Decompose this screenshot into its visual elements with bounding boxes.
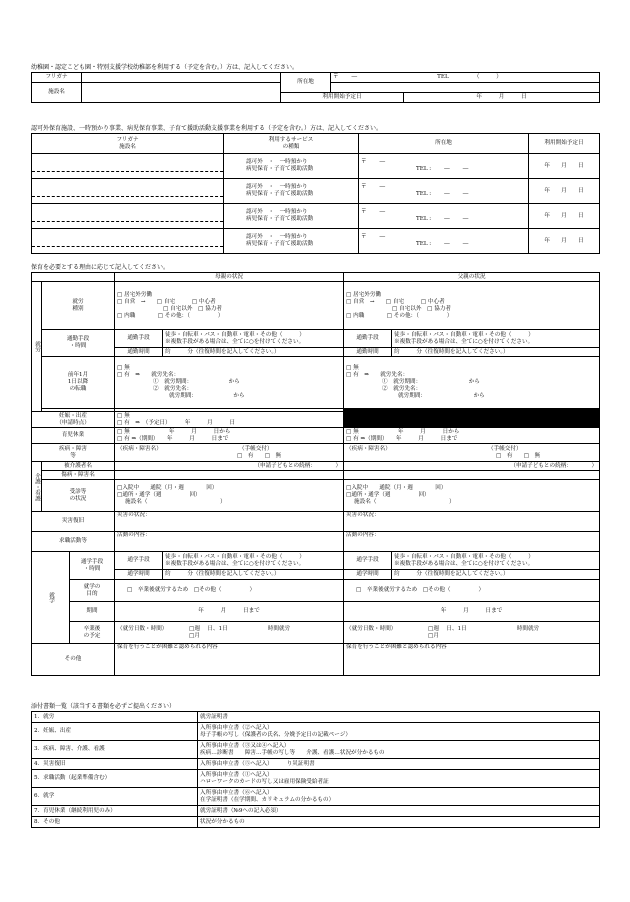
- father-job-search[interactable]: 活動の内容：: [344, 532, 600, 552]
- father-school-time-label: 通学時間: [344, 570, 392, 580]
- category-school: 就学: [32, 552, 70, 644]
- pregnancy-label: 妊娠・出産 （申請時点）: [32, 412, 115, 428]
- school-purpose-label: 就学の 目的: [70, 580, 115, 602]
- col-furigana-facility: フリガナ 施設名: [32, 134, 224, 154]
- father-commute-means-label: 通勤手段: [344, 330, 392, 348]
- attachment-documents: 就労証明書（№9への記入必須）: [198, 806, 600, 817]
- tel-label: TEL （ ）: [437, 74, 502, 80]
- father-school-means[interactable]: 徒歩・自転車・バス・自動車・電車・その他（ ） ※複数手段がある場合は、全てに○を付けてください。: [392, 552, 600, 570]
- father-commute-means[interactable]: 徒歩・自転車・バス・自動車・電車・その他（ ） ※複数手段がある場合は、全てに○を付けてください。: [392, 330, 600, 348]
- father-consultation[interactable]: □入院中 通院（月・週 回） □通所・通学（週 回） 施設名（ ）: [344, 480, 600, 512]
- table-row: [32, 229, 600, 254]
- col-service-type: 利用するサービス の種類: [224, 134, 359, 154]
- table-row: [32, 788, 600, 806]
- start-date-field[interactable]: 年 月 日: [529, 229, 600, 254]
- father-school-time[interactable]: 約 分（往復時間を記入してください。）: [392, 570, 600, 580]
- location-label: 所在地: [281, 73, 331, 93]
- table-row: [32, 770, 600, 788]
- father-after-graduation[interactable]: □週 （就労日数・時間） 日、1日 時間就労 □月: [344, 622, 600, 644]
- consultation-label: 受診等 の状況: [42, 480, 115, 512]
- address-field[interactable]: 〒 ― TEL : ― ―: [359, 179, 529, 204]
- postal-mark: 〒 ―: [333, 74, 358, 80]
- table-row: [32, 723, 600, 741]
- care-reason-table: [31, 272, 599, 676]
- start-date-field[interactable]: 年 月 日: [529, 179, 600, 204]
- mother-school-means[interactable]: 徒歩・自転車・バス・自動車・電車・その他（ ） ※複数手段がある場合は、全てに○を付けてください。: [163, 552, 344, 570]
- attachment-category: 3．疾病、障害、介護、看護: [32, 741, 198, 759]
- father-school-purpose[interactable]: □ 卒業後就労するため □その他（ ）: [344, 580, 600, 602]
- mother-cared-person[interactable]: （申請子どもとの続柄： ）: [115, 462, 344, 471]
- father-diagnosis[interactable]: [344, 471, 600, 480]
- mother-work-type[interactable]: □ 居宅外労働 □ 自営 → □ 自宅 □ 中心者 □ 自宅以外 □ 協力者 □ 内職 □ その他：（ ）: [115, 282, 344, 330]
- mother-disaster[interactable]: 災害の状況：: [115, 512, 344, 532]
- attachment-documents: 状況が分かるもの: [198, 817, 600, 828]
- father-cared-person[interactable]: （申請子どもとの続柄： ）: [344, 462, 600, 471]
- mother-commute-time[interactable]: 約 分（往復時間を記入してください。）: [163, 348, 344, 357]
- attachment-documents: 入所事由申立書（②へ記入） 母子手帳の写し（保護者の氏名、分娩予定日の記載ページ）: [198, 723, 600, 741]
- job-search-label: 求職活動等: [32, 532, 115, 552]
- attachment-category: 2．妊娠、出産: [32, 723, 198, 741]
- address-field[interactable]: 〒 ― TEL : ― ―: [359, 154, 529, 179]
- section2-heading: 認可外保育施設、一時預かり事業、病児保育事業、子育て援助活動支援事業を利用する（予定を含む。）方は、記入してください。: [31, 125, 383, 132]
- job-change-label: 前年1月 1日以降 の転職: [42, 357, 115, 409]
- attachment-category: 4．災害復旧: [32, 759, 198, 770]
- table-row: [32, 179, 600, 204]
- table-row: [32, 741, 600, 759]
- kindergarten-name-field[interactable]: [82, 83, 281, 103]
- table-row: [32, 154, 600, 179]
- mother-other-reason[interactable]: 保育を行うことが困難と認められる内容: [115, 644, 344, 676]
- father-commute-time[interactable]: 約 分（往復時間を記入してください。）: [392, 348, 600, 357]
- facility-label: 施設名: [32, 83, 82, 103]
- other-reason-label: その他: [32, 644, 115, 676]
- commute-label: 通勤手段 ・時間: [42, 330, 115, 357]
- attachment-category: 1．就労: [32, 712, 198, 723]
- father-childcare-leave[interactable]: □ 無 年 月 日から □ 有 ⇒（期間） 年 月 日まで: [344, 428, 600, 444]
- kindergarten-furigana-field[interactable]: [82, 73, 281, 83]
- facility-name-field[interactable]: [32, 179, 224, 204]
- table-row: [32, 204, 600, 229]
- attachment-documents: 入所事由申立書（⑤へ記入） り災証明書: [198, 759, 600, 770]
- cared-person-label: 被介護者名: [42, 462, 115, 471]
- mother-after-graduation[interactable]: □週 （就労日数・時間） 日、1日 時間就労 □月: [115, 622, 344, 644]
- start-date-field[interactable]: 年 月 日: [529, 204, 600, 229]
- unlicensed-care-table: [31, 133, 599, 254]
- attachment-documents: 入所事由申立書（⑥へ記入） 在学証明書（在学期間、カリキュラムの分かるもの）: [198, 788, 600, 806]
- col-location: 所在地: [359, 134, 529, 154]
- father-disaster[interactable]: 災害の状況：: [344, 512, 600, 532]
- facility-name-field[interactable]: [32, 154, 224, 179]
- table-row: [32, 817, 600, 828]
- address-field[interactable]: 〒 ― TEL : ― ―: [359, 229, 529, 254]
- attachments-table: [31, 711, 599, 828]
- after-graduation-label: 卒業後 の予定: [70, 622, 115, 644]
- start-date-field[interactable]: 年 月 日: [529, 154, 600, 179]
- start-date-label: 利用開始予定日: [281, 93, 404, 103]
- service-type-option[interactable]: 認可外 ・ 一時預かり 病児保育・子育て援助活動: [224, 154, 359, 179]
- section3-heading: 保育を必要とする理由に応じて記入してください。: [31, 264, 170, 271]
- address-field[interactable]: 〒 ― TEL : ― ―: [359, 204, 529, 229]
- section1-heading: 幼稚園・認定こども園・特別支援学校幼稚部を利用する（予定を含む。）方は、記入してください。: [31, 64, 299, 71]
- mother-illness[interactable]: （疾病・障害名） （手帳交付） □ 有 □ 無: [115, 444, 344, 462]
- mother-school-means-label: 通学手段: [115, 552, 163, 570]
- service-type-option[interactable]: 認可外 ・ 一時預かり 病児保育・子育て援助活動: [224, 229, 359, 254]
- table-row: [32, 759, 600, 770]
- disaster-label: 災害復旧: [32, 512, 115, 532]
- diagnosis-label: 傷病・障害名: [42, 471, 115, 480]
- childcare-leave-label: 育児休業: [32, 428, 115, 444]
- attachment-category: 5．求職活動（起業準備含む）: [32, 770, 198, 788]
- table-row: [32, 712, 600, 723]
- mother-commute-means-label: 通勤手段: [115, 330, 163, 348]
- mother-commute-time-label: 通勤時間: [115, 348, 163, 357]
- father-commute-time-label: 通勤時間: [344, 348, 392, 357]
- furigana-label: フリガナ: [32, 73, 82, 83]
- mother-school-period[interactable]: 年 月 日まで: [115, 602, 344, 622]
- attachment-documents: 入所事由申立書（①へ記入） ハローワークのカードの写し又は雇用保険受給者証: [198, 770, 600, 788]
- table-row: [32, 806, 600, 817]
- service-type-option[interactable]: 認可外 ・ 一時預かり 病児保育・子育て援助活動: [224, 204, 359, 229]
- kindergarten-table: [31, 72, 599, 103]
- facility-name-field[interactable]: [32, 204, 224, 229]
- kindergarten-address-field[interactable]: [331, 73, 600, 83]
- father-job-change[interactable]: □ 無 □ 有 ⇒ 就労先名： ① 就労期間： から ② 就労先名： 就労期間： から: [344, 357, 600, 409]
- father-work-type[interactable]: □ 居宅外労働 □ 自営 → □ 自宅 □ 中心者 □ 自宅以外 □ 協力者 □ 内職 □ その他：（ ）: [344, 282, 600, 330]
- col-start-date: 利用開始予定日: [529, 134, 600, 154]
- category-nursing: 介護・看護: [32, 462, 42, 512]
- attachment-category: 6．就学: [32, 788, 198, 806]
- facility-name-field[interactable]: [32, 229, 224, 254]
- attachment-documents: 就労証明書: [198, 712, 600, 723]
- mother-consultation[interactable]: □入院中 通院（月・週 回） □通所・通学（週 回） 施設名（ ）: [115, 480, 344, 512]
- mother-job-search[interactable]: 活動の内容：: [115, 532, 344, 552]
- father-other-reason[interactable]: 保育を行うことが困難と認められる内容: [344, 644, 600, 676]
- work-type-label: 就労 種別: [42, 282, 115, 330]
- mother-school-time[interactable]: 約 分（往復時間を記入してください。）: [163, 570, 344, 580]
- mother-pregnancy[interactable]: □ 無 □ 有 ⇒ （予定日） 年 月 日: [115, 412, 344, 428]
- section4-heading: 添付書類一覧（該当する書類を必ずご提出ください）: [31, 703, 176, 710]
- mother-commute-means[interactable]: 徒歩・自転車・バス・自動車・電車・その他（ ） ※複数手段がある場合は、全てに○を付けてください。: [163, 330, 344, 348]
- illness-label: 疾病・障害 等: [32, 444, 115, 462]
- mother-childcare-leave[interactable]: □ 無 年 月 日から □ 有 ⇒（期間） 年 月 日まで: [115, 428, 344, 444]
- school-commute-label: 通学手段 ・時間: [70, 552, 115, 580]
- father-header: 父親の状況: [344, 273, 600, 282]
- attachment-category: 7．育児休業（継続利用児のみ）: [32, 806, 198, 817]
- service-type-option[interactable]: 認可外 ・ 一時預かり 病児保育・子育て援助活動: [224, 179, 359, 204]
- kindergarten-start-date-field[interactable]: 年 月 日: [404, 93, 600, 103]
- category-work: 就労: [32, 282, 42, 412]
- father-illness[interactable]: （疾病・障害名） （手帳交付） □ 有 □ 無: [344, 444, 600, 462]
- mother-school-time-label: 通学時間: [115, 570, 163, 580]
- school-period-label: 期間: [70, 602, 115, 622]
- father-school-means-label: 通学手段: [344, 552, 392, 570]
- attachment-category: 8．その他: [32, 817, 198, 828]
- mother-school-purpose[interactable]: □ 卒業後就労するため □その他（ ）: [115, 580, 344, 602]
- mother-header: 母親の状況: [115, 273, 344, 282]
- father-school-period[interactable]: 年 月 日まで: [344, 602, 600, 622]
- attachment-documents: 入所事由申立書（③又は④へ記入） 疾病…診断書 障害…手帳の写し等 介護、看護…状況が分かるもの: [198, 741, 600, 759]
- mother-diagnosis[interactable]: [115, 471, 344, 480]
- mother-job-change[interactable]: □ 無 □ 有 ⇒ 就労先名： ① 就労期間： から ② 就労先名： 就労期間： から: [115, 357, 344, 409]
